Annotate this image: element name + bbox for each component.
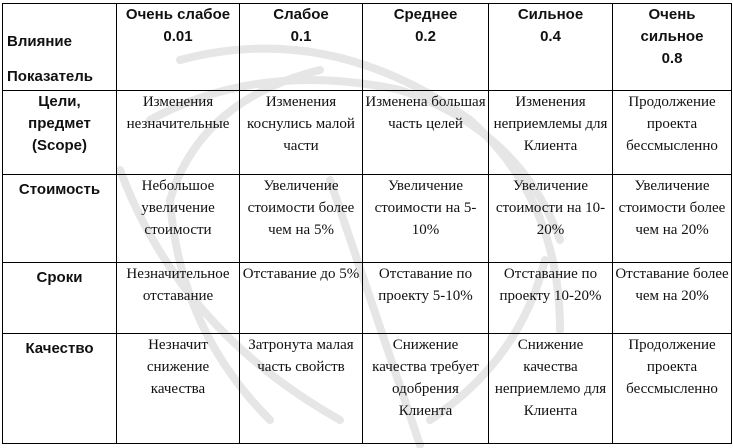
table-cell: Изменения незначительные [117, 91, 240, 175]
level-value: 0.2 [415, 28, 436, 45]
risk-impact-table [2, 3, 732, 444]
row-label: Сроки [3, 263, 117, 334]
corner-indicator-label: Показатель [7, 68, 94, 85]
row-label: Стоимость [3, 175, 117, 263]
table-row-cost [3, 175, 732, 263]
table-cell: Небольшое увеличение стоимости [117, 175, 240, 263]
table-cell: Увеличение стоимости на 10-20% [489, 175, 613, 263]
level-label: Очень сильное [640, 6, 704, 45]
corner-cell [3, 4, 117, 91]
level-value: 0.1 [290, 28, 312, 45]
level-header-3 [489, 4, 613, 91]
row-label: Качество [3, 334, 117, 444]
table-cell: Увеличение стоимости более чем на 5% [240, 175, 363, 263]
table-cell: Отставание по проекту 10-20% [489, 263, 613, 334]
level-header-4 [613, 4, 732, 91]
table-row-quality [3, 334, 732, 444]
level-header-1 [240, 4, 363, 91]
table-cell: Отставание по проекту 5-10% [363, 263, 489, 334]
table-cell: Изменения коснулись малой части [240, 91, 363, 175]
table-row-schedule [3, 263, 732, 334]
level-label: Среднее [393, 6, 458, 23]
table-cell: Снижение качества требует одобрения Клиента [363, 334, 489, 444]
table-cell: Изменена большая часть целей [363, 91, 489, 175]
table-cell: Увеличение стоимости более чем на 20% [613, 175, 732, 263]
table-cell: Незначит снижение качества [117, 334, 240, 444]
header-row [3, 4, 732, 91]
level-label: Сильное [517, 6, 584, 23]
row-label: Цели, предмет (Scope) [3, 91, 117, 175]
level-label: Очень слабое [125, 6, 231, 23]
level-label: Слабое [273, 6, 329, 23]
level-header-0 [117, 4, 240, 91]
table-cell: Увеличение стоимости на 5-10% [363, 175, 489, 263]
level-value: 0.01 [163, 28, 193, 45]
table-cell: Изменения неприемлемы для Клиента [489, 91, 613, 175]
table-cell: Отставание до 5% [240, 263, 363, 334]
corner-influence-label: Влияние [7, 33, 72, 50]
table-cell: Продолжение проекта бессмысленно [613, 91, 732, 175]
level-header-2 [363, 4, 489, 91]
table-cell: Продолжение проекта бессмысленно [613, 334, 732, 444]
table-cell: Затронута малая часть свойств [240, 334, 363, 444]
level-value: 0.8 [661, 50, 683, 67]
table-cell: Отставание более чем на 20% [613, 263, 732, 334]
level-value: 0.4 [540, 28, 561, 45]
table-cell: Незначительное отставание [117, 263, 240, 334]
table-cell: Снижение качества неприемлемо для Клиента [489, 334, 613, 444]
table-row-scope [3, 91, 732, 175]
